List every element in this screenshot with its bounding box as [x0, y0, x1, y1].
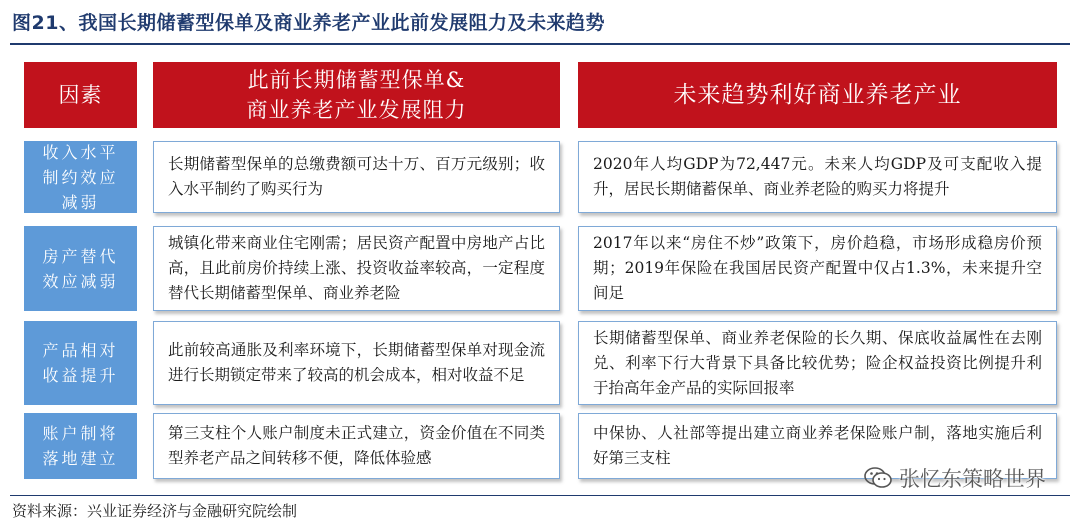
trend-text: 2020年人均GDP为72,447元。未来人均GDP及可支配收入提升，居民长期储蓄保单、商业养老险的购买力将提升 [593, 155, 1042, 198]
watermark-text: 张忆东策略世界 [899, 467, 1046, 491]
trend-cell-return [578, 321, 1057, 405]
resistance-cell-account [153, 413, 560, 479]
resistance-text: 城镇化带来商业住宅刚需；居民资产配置中房地产占比高，且此前房价持续上涨、投资收益率较高，一定程度替代长期储蓄型保单、商业养老险 [168, 234, 545, 302]
resistance-cell-housing [153, 226, 560, 311]
resistance-text: 长期储蓄型保单的总缴费额可达十万、百万元级别；收入水平制约了购买行为 [168, 155, 545, 198]
watermark [863, 460, 1046, 496]
factor-label: 账户制将落地建立 [42, 424, 119, 468]
header-factor [24, 62, 137, 128]
trend-cell-housing [578, 226, 1057, 311]
factor-label: 产品相对收益提升 [42, 341, 119, 385]
source-note: 资料来源：兴业证券经济与金融研究院绘制 [12, 502, 298, 520]
trend-text: 长期储蓄型保单、商业养老保险的长久期、保底收益属性在去刚兑、利率下行大背景下具备比较优势；险企权益投资比例提升利于抬高年金产品的实际回报率 [593, 328, 1042, 397]
factor-cell-income [24, 141, 137, 213]
figure-title: 图21、我国长期储蓄型保单及商业养老产业此前发展阻力及未来趋势 [12, 12, 605, 34]
header-resistance-line2: 商业养老产业发展阻力 [246, 98, 467, 122]
factor-cell-account [24, 413, 137, 479]
resistance-text: 此前较高通胀及利率环境下，长期储蓄型保单对现金流进行长期锁定带来了较高的机会成本，相对收益不足 [168, 341, 545, 384]
header-trend-label: 未来趋势利好商业养老产业 [673, 82, 962, 108]
factor-cell-return [24, 321, 137, 405]
trend-text: 2017年以来“房住不炒”政策下，房价趋稳，市场形成稳房价预期；2019年保险在我国居民资产配置中仅占1.3%，未来提升空间足 [593, 234, 1042, 302]
factor-label: 收入水平制约效应减弱 [42, 142, 119, 212]
factor-cell-housing [24, 226, 137, 311]
resistance-cell-income [153, 141, 560, 213]
resistance-text: 第三支柱个人账户制度未正式建立，资金价值在不同类型养老产品之间转移不便，降低体验感 [168, 424, 545, 467]
wechat-icon [863, 465, 893, 491]
resistance-cell-return [153, 321, 560, 405]
source-rule [10, 495, 1070, 496]
header-resistance-line1: 此前长期储蓄型保单& [247, 68, 466, 92]
header-factor-label: 因素 [58, 83, 103, 107]
trend-text: 中保协、人社部等提出建立商业养老保险账户制，落地实施后利好第三支柱 [593, 424, 1042, 467]
factor-label: 房产替代效应减弱 [42, 246, 119, 291]
title-rule [10, 43, 1070, 45]
header-trend [578, 62, 1057, 128]
header-resistance [153, 62, 560, 128]
trend-cell-income [578, 141, 1057, 213]
